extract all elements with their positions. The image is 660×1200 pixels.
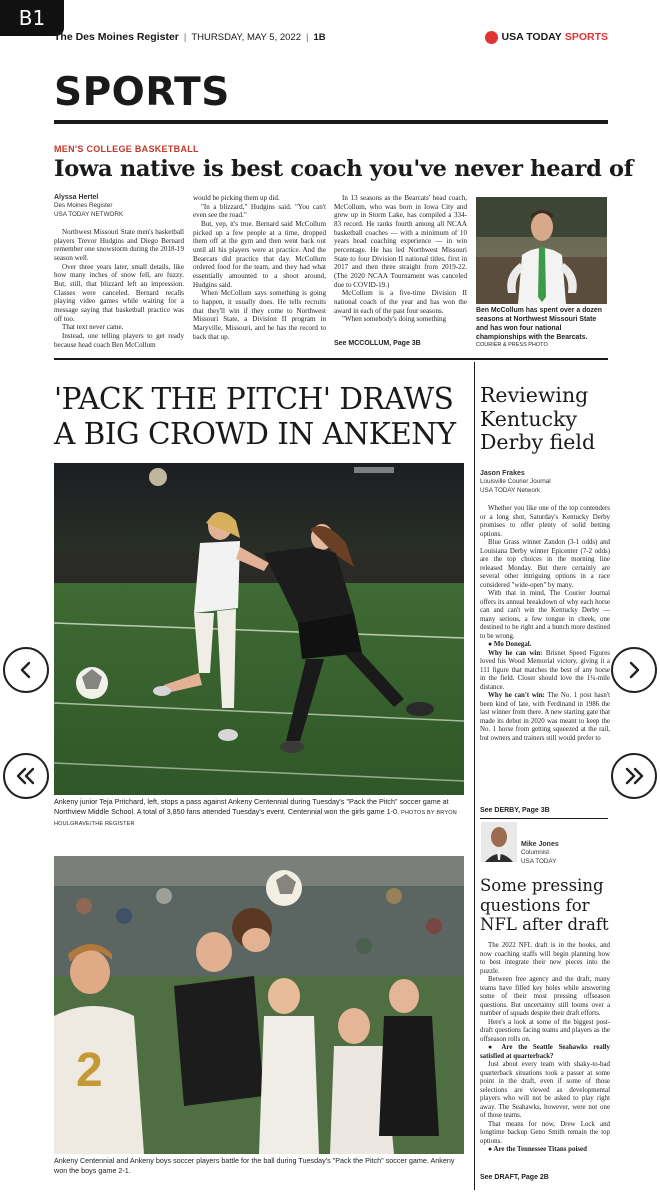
coach-photo-caption bbox=[476, 306, 610, 342]
section-rule bbox=[54, 120, 608, 124]
body-paragraph: When McCollum says something is going to happen, it usually does. He tells recruits that they'll win if they come to Northwest Missouri State, a Division II program in Maryville, Missouri, and he has the record to back that up. bbox=[193, 289, 326, 341]
brand-name: USA TODAY bbox=[501, 31, 562, 43]
coach-photo-illustration bbox=[476, 197, 607, 304]
nfl-headline: Some pressing questions for NFL after draft bbox=[480, 876, 609, 934]
page-number-badge: B1 bbox=[0, 0, 64, 36]
lead-column-2 bbox=[193, 194, 326, 341]
bullet-text: Are the Seattle Seahawks really satisfied at quarterback? bbox=[480, 1044, 610, 1060]
body-paragraph: Instead, one telling players to get ready because head coach Ben McCollum bbox=[54, 331, 184, 349]
chevron-left-icon bbox=[16, 660, 36, 680]
byline-org: Des Moines Register bbox=[54, 202, 113, 210]
body-paragraph: Just about every team with shaky-to-bad quarterback situations took a passer at some point in the draft, even if some of those selections are viewed as developmental players who will not be asked to play right away. The Seahawks, however, were not one of those teams. bbox=[480, 1061, 610, 1119]
masthead-separator: | bbox=[306, 31, 309, 43]
bullet-heading: ● Are the Seattle Seahawks really satisfied at quarterback? bbox=[480, 1044, 610, 1060]
why-cant-text: The No. 1 post hasn't been kind of late, with Ferdinand in 1986 the last winner from there. A new starting gate that made its debut in 2020 was meant to keep the No. 1 horse from getting squeezed at the rail, but owners and trainers still would prefer to bbox=[480, 692, 610, 742]
jersey-number: 2 bbox=[76, 1044, 103, 1097]
derby-byline bbox=[480, 470, 610, 495]
columnist-headshot bbox=[481, 822, 517, 862]
body-paragraph: Here's a look at some of the biggest post-draft questions facing teams and players as the offseason rolls on. bbox=[480, 1018, 610, 1043]
derby-body bbox=[480, 505, 610, 743]
divider-rule bbox=[54, 358, 608, 360]
girls-photo-caption bbox=[54, 797, 466, 829]
next-page-button[interactable] bbox=[611, 647, 657, 693]
why-can-text: Brisnet Speed Figures loved his Wood Memorial victory, giving it a 111 figure that matches the best of any horse in the field. Closer should love the 1¼-mile distance. bbox=[480, 649, 610, 691]
boys-photo-caption bbox=[54, 1156, 466, 1176]
masthead bbox=[54, 26, 608, 48]
lead-kicker: MEN'S COLLEGE BASKETBALL bbox=[54, 144, 199, 154]
page-number: 1B bbox=[313, 31, 326, 43]
nfl-body bbox=[480, 942, 610, 1155]
usa-today-dot-icon bbox=[485, 31, 498, 44]
body-paragraph: Whether you like one of the top contenders or a long shot, Saturday's Kentucky Derby promises to offer plenty of solid betting options. bbox=[480, 505, 610, 538]
body-paragraph: "In a blizzard," Hudgins said. "You can't even see the road." bbox=[193, 202, 326, 220]
body-paragraph bbox=[480, 650, 610, 693]
byline-author: Mike Jones bbox=[521, 841, 559, 848]
prev-page-button[interactable] bbox=[3, 647, 49, 693]
body-paragraph: would be picking them up did. bbox=[193, 194, 280, 202]
why-can-label: Why he can win: bbox=[488, 649, 543, 657]
byline-org: Louisville Courier Journal bbox=[480, 478, 551, 486]
lead-byline bbox=[54, 194, 184, 219]
divider-rule bbox=[480, 818, 608, 819]
issue-date: THURSDAY, MAY 5, 2022 bbox=[191, 31, 301, 43]
body-paragraph: The 2022 NFL draft is in the books, and now coaching staffs will begin planning how to best integrate their new pieces into the puzzle. bbox=[480, 942, 610, 975]
body-paragraph: McCollum is a five-time Division II national coach of the year and has won the award in each of the past four seasons. bbox=[334, 289, 467, 315]
photo-credit: PHOTOS BY BRYON HOULGRAVE/THE REGISTER bbox=[54, 810, 457, 827]
byline-author: Alyssa Hertel bbox=[54, 194, 99, 201]
caption-text: Ben McCollum has spent over a dozen seasons at Northwest Missouri State and has won four national championships with the Bearcats. bbox=[476, 307, 602, 341]
body-paragraph: In 13 seasons as the Bearcats' head coach, McCollum, who was born in Iowa City and grew up in Storm Lake, has compiled a 334-83 record. He ranks fourth among all NCAA basketball coaches — with a minimum of 10 years head coaching experience — in win percentage. He has led Northwest Missouri State to four Division II national titles, first in 2017 and then three straight from 2019-22. (The 2020 NCAA Tournament was canceled due to COVID-19.) bbox=[334, 194, 467, 289]
body-paragraph bbox=[480, 692, 610, 743]
body-paragraph: But, yep, it's true. Bernard said McCollum picked up a few people at a time, dropped them off at the gym and then went back out until all his players were at practice. And the Bearcats did practice that day. McCollum ordered food for the team, and they had what essentially amounted to a shoot around, Hudgins said. bbox=[193, 219, 326, 289]
jump-link-draft[interactable]: See DRAFT, Page 2B bbox=[480, 1174, 549, 1181]
caption-text: Ankeny junior Teja Pritchard, left, stops a pass against Ankeny Centennial during Tuesday's "Pack the Pitch" soccer game at Northview Middle School. A total of 3,850 fans attended Tuesday's event. Centennial won the girls game 1-0. bbox=[54, 797, 449, 816]
chevron-right-icon bbox=[624, 660, 644, 680]
last-page-button[interactable] bbox=[611, 753, 657, 799]
coach-photo-credit: COURIER & PRESS PHOTO bbox=[476, 342, 548, 348]
body-paragraph: That means for now, Drew Lock and longtime backup Geno Smith remain the top options. bbox=[480, 1120, 610, 1145]
first-page-button[interactable] bbox=[3, 753, 49, 799]
publication-name: The Des Moines Register bbox=[54, 31, 179, 43]
body-paragraph: "When somebody's doing something bbox=[342, 315, 447, 324]
boys-soccer-illustration bbox=[54, 856, 464, 1154]
byline-role: Columnist bbox=[521, 849, 549, 857]
derby-headline: Reviewing Kentucky Derby field bbox=[480, 383, 596, 454]
coach-photo bbox=[476, 197, 607, 304]
body-paragraph: Northwest Missouri State men's basketball players Trevor Hudgins and Diego Bernard remember one snowstorm during the 2018-19 season well. bbox=[54, 228, 184, 262]
lead-column-1 bbox=[54, 228, 184, 349]
byline-network: USA TODAY Network bbox=[480, 486, 541, 494]
caption-text: Ankeny Centennial and Ankeny boys soccer players battle for the ball during Tuesday's "Pack the Pitch" soccer game. Ankeny won the boys game 2-1. bbox=[54, 1156, 455, 1175]
byline-network: USA TODAY NETWORK bbox=[54, 210, 124, 218]
column-divider bbox=[474, 362, 475, 1190]
why-cant-label: Why he can't win: bbox=[488, 692, 545, 699]
masthead-separator: | bbox=[183, 31, 187, 43]
section-title: SPORTS bbox=[54, 70, 230, 115]
jump-link-derby[interactable]: See DERBY, Page 3B bbox=[480, 807, 550, 814]
bullet-heading: ● Mo Donegal. bbox=[488, 641, 532, 648]
body-paragraph: Blue Grass winner Zandon (3-1 odds) and Louisiana Derby winner Epicenter (7-2 odds) are the top choices in the morning line released Monday. But there certainly are several other intriguing options in a race considered "wide-open" by many. bbox=[480, 539, 610, 589]
girls-soccer-illustration bbox=[54, 463, 464, 795]
double-chevron-left-icon bbox=[14, 766, 38, 786]
bullet-text: Are the Tennessee Titans poised bbox=[493, 1146, 587, 1153]
byline-org: USA TODAY bbox=[521, 857, 557, 865]
body-paragraph: Between free agency and the draft, many teams have filled key holes while answering some of their most pressing offseason questions. But uncertainty still looms over a number of squads despite their draft efforts. bbox=[480, 976, 610, 1017]
pitch-headline: 'PACK THE PITCH' DRAWS A BIG CROWD IN ANKENY bbox=[54, 382, 456, 451]
jump-link-mccollum[interactable]: See MCCOLLUM, Page 3B bbox=[334, 340, 421, 347]
nfl-byline bbox=[521, 841, 611, 866]
usa-today-sports-logo bbox=[485, 31, 608, 44]
body-paragraph: With that in mind, The Courier Journal offers its annual breakdown of why each horse can and can't win the Kentucky Derby — many serious, a few tongue in cheek, one destined to be right and a bunch more destined to be wrong. bbox=[480, 590, 610, 640]
girls-soccer-photo bbox=[54, 463, 464, 795]
columnist-headshot-illustration bbox=[481, 822, 517, 862]
lead-headline: Iowa native is best coach you've never heard of bbox=[54, 156, 634, 182]
byline-author: Jason Frakes bbox=[480, 470, 525, 477]
body-paragraph: That text never came. bbox=[62, 323, 124, 332]
bullet-text: Mo Donegal. bbox=[493, 641, 532, 648]
lead-column-3 bbox=[334, 194, 467, 324]
bullet-heading: ● Are the Tennessee Titans poised bbox=[488, 1146, 587, 1153]
brand-section: SPORTS bbox=[564, 31, 608, 43]
double-chevron-right-icon bbox=[622, 766, 646, 786]
body-paragraph: Over three years later, small details, like how many inches of snow fell, are fuzzy. But, still, that blizzard left an impression. Classes were canceled. Bernard recalls playing video games while waiting for a message saying that basketball practice was off too. bbox=[54, 262, 184, 323]
boys-soccer-photo bbox=[54, 856, 464, 1154]
